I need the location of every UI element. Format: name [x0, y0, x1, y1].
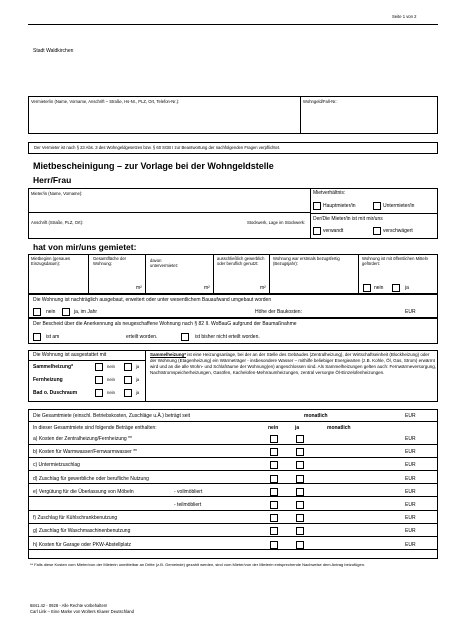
commercial-unit: m² [260, 285, 266, 291]
approval-not-granted-checkbox[interactable] [181, 333, 189, 341]
rent-item-label: d) Zuschlag für gewerbliche oder berufliche Nutzung [33, 475, 149, 482]
rent-item-divider [28, 444, 438, 445]
rent-item-no-checkbox[interactable] [270, 488, 278, 496]
rented-title: hat von mir/uns gemietet: [33, 242, 137, 252]
related-label: Der/Die Mieter/in ist mit mir/uns [313, 216, 383, 222]
public-funding-label: Wohnung ist mit öffentlichen Mitteln gefördert: [362, 256, 428, 267]
rent-item-divider [28, 549, 438, 550]
extension-year-label: ja, im Jahr [74, 309, 98, 315]
rent-item-no-checkbox[interactable] [270, 435, 278, 443]
rent-item-yes-checkbox[interactable] [296, 501, 304, 509]
salutation: Herr/Frau [33, 175, 72, 185]
rent-item-no-checkbox[interactable] [270, 541, 278, 549]
included-label: In dieser Gesamtmiete sind folgende Beträge enthalten: [33, 425, 157, 431]
first-ready-label: Wohnung war erstmals bezugsfertig (Bezugsjahr): [273, 256, 340, 267]
rent-item-currency: EUR [405, 475, 416, 482]
rent-item-yes-checkbox[interactable] [296, 475, 304, 483]
rent-item-currency: EUR [405, 488, 416, 495]
rent-item-yes-checkbox[interactable] [296, 527, 304, 535]
sublet-of-label: davon [150, 258, 162, 263]
rent-item-divider [28, 523, 438, 524]
sublet-label: untervermietet: [150, 263, 178, 268]
extension-no-label: nein [46, 309, 56, 315]
district-heating-no-label: nein [107, 377, 115, 382]
main-tenant-checkbox[interactable] [313, 202, 321, 210]
rent-start-label: Mietbeginn (genaues Einzugsdatum): [31, 256, 71, 267]
district-heating-no-checkbox[interactable] [95, 376, 103, 384]
rent-item-no-checkbox[interactable] [270, 448, 278, 456]
city-name: Stadt Waldkirchen [33, 48, 74, 54]
central-heating-label: Sammelheizung* [33, 364, 74, 370]
construction-cost-currency: EUR [405, 309, 416, 315]
total-rent-monthly: monatlich [304, 413, 328, 419]
approval-date-label: ist am [46, 334, 60, 340]
funded-no-label: nein [374, 285, 384, 291]
rent-item-no-checkbox[interactable] [270, 461, 278, 469]
rent-item-currency: EUR [405, 449, 416, 456]
subtenant-checkbox[interactable] [373, 202, 381, 210]
footer-line-2: Carl Link – Eine Marke von Wolters Kluwer Deutschland [30, 609, 134, 614]
bath-shower-yes-label: ja [136, 390, 140, 395]
landlord-address-label: Vermieter/in (Name, Vorname, Anschrift – Straße, Hs-Nr., PLZ, Ort, Telefon-Nr.): [31, 99, 180, 104]
funded-yes-label: ja [405, 285, 409, 291]
sublet-unit: m² [204, 285, 210, 291]
rent-item-label: e) Vergütung für die Überlassung von Möbeln [33, 488, 134, 495]
wohngeld-number-label: Wohngeld/Fall-Nr.: [303, 99, 338, 104]
rent-item-yes-checkbox[interactable] [296, 488, 304, 496]
district-heating-label: Fernheizung [33, 377, 63, 383]
extension-yes-checkbox[interactable] [62, 308, 70, 316]
rent-item-yes-checkbox[interactable] [296, 435, 304, 443]
rent-item-divider [28, 483, 438, 484]
subtenant-label: Untermieter/in [383, 203, 415, 209]
bath-shower-label: Bad o. Duschraum [33, 390, 78, 396]
central-heating-no-label: nein [107, 364, 115, 369]
central-heating-yes-label: ja [136, 364, 140, 369]
approval-not-granted-label: ist bisher nicht erteilt worden. [195, 334, 260, 340]
rent-item-label: a) Kosten der Zentralheizung/Fernheizung ** [33, 436, 132, 442]
district-heating-yes-label: ja [136, 377, 140, 382]
rent-item-yes-checkbox[interactable] [296, 541, 304, 549]
rent-item-divider [28, 457, 438, 458]
rent-item-label: c) Untermietzuschlag [33, 462, 80, 469]
central-heating-definition [150, 352, 436, 376]
definition-term: Sammelheizung* [150, 352, 187, 357]
rent-item-currency: EUR [405, 515, 416, 522]
rent-item-no-checkbox[interactable] [270, 501, 278, 509]
rent-item-label: f) Zuschlag für Kühlschrankbenutzung [33, 515, 118, 522]
rent-item-currency: EUR [405, 462, 416, 469]
related-checkbox[interactable] [313, 227, 321, 235]
rent-item-currency: EUR [405, 541, 416, 548]
main-tenant-label: Hauptmieter/in [323, 203, 356, 209]
tenant-address-label: Anschrift (Straße, PLZ, Ort): [31, 220, 84, 225]
in-law-checkbox[interactable] [373, 227, 381, 235]
rent-item-currency: EUR [405, 528, 416, 535]
rent-item-yes-checkbox[interactable] [296, 514, 304, 522]
funded-no-checkbox[interactable] [363, 284, 371, 292]
construction-cost-label: Höhe der Baukosten: [255, 309, 302, 315]
footer-line-1: 6841.42 - 0928 - Alle Rechte vorbehalten! [30, 603, 108, 608]
area-unit: m² [136, 285, 142, 291]
tenant-name-label: Mieter/in (Name, Vorname): [31, 191, 83, 196]
included-no-label: nein [268, 425, 279, 431]
extension-text: Die Wohnung ist nachträglich ausgebaut, erweitert oder unter wesentlichem Bauaufwand umgebaut worden [33, 297, 272, 303]
central-heating-no-checkbox[interactable] [95, 363, 103, 371]
rent-item-divider [28, 536, 438, 537]
rent-item-label: b) Kosten für Warmwasser/Fernwarmwasser ** [33, 449, 138, 456]
rent-item-no-checkbox[interactable] [270, 475, 278, 483]
tenancy-label: Mietverhältnis: [313, 190, 346, 196]
approval-granted-label: erteilt worden. [126, 334, 158, 340]
bath-shower-no-label: nein [107, 390, 115, 395]
footnote: ** Falls diese Kosten vom Mieter/von der Mieterin unmittelbar an Dritte (z.B. Gemeinde) gezahlt werden, sind vom Mieter/von der Mieterin entsprechende Nachweise dem Antrag beizufügen. [30, 562, 366, 567]
related-option-label: verwandt [323, 228, 344, 234]
approval-text: Der Bescheid über die Anerkennung als neugeschaffene Wohnung nach § 82 II. WoBauG aufgrund der Baumaßnahme [33, 321, 297, 327]
included-yes-label: ja [295, 425, 300, 431]
definition-text: ist eine Heizungsanlage, bei der an der Stelle des Gebäudes (Zentralheizung), der Wirtschaftseinheit (Blockheizung) oder der Wohnung (Etagenheizung) ein Wärmeträger - insbesondere Wasser – mithilfe beliebiger Energiearten (z.B. Kohle, Öl, Gas, Strom) erwärmt wird und an die alle Wohn- und Schlafräume der Wohnung(en) angeschlossen sind. Als Sammelheizungen gelten auch: Fernwärmeversorgung, Nachtstromspeicherheizungen, Gasöfen, Kachelofen-Mehrraumheizungen, zentral versorgte Öl-Einzelofenheizungen. [150, 352, 436, 375]
obligation-text: Der Vermieter ist nach § 23 Abs. 3 des Wohngeldgesetzes bzw. § 60 SGB I zur Beantwortung der nachfolgenden Fragen verpflichtet. [34, 145, 281, 150]
rent-item-yes-checkbox[interactable] [296, 448, 304, 456]
total-rent-currency: EUR [405, 413, 416, 419]
in-law-option-label: verschwägert [383, 228, 413, 234]
total-rent-label: Die Gesamtmiete (einschl. Betriebskosten, Zuschläge u.Ä.) beträgt seit [33, 413, 191, 419]
bath-shower-yes-checkbox[interactable] [124, 389, 132, 397]
included-monthly-label: monatlich [327, 425, 351, 431]
rent-item-label: h) Kosten für Garage oder PKW-Abstellplatz [33, 541, 132, 548]
total-area-label: Gesamtfläche der Wohnung: [93, 256, 127, 267]
page-number: Seite 1 von 2 [392, 14, 417, 19]
equipment-title: Die Wohnung ist ausgestattet mit [33, 352, 107, 358]
rent-item-currency: EUR [405, 502, 416, 508]
rent-item-no-checkbox[interactable] [270, 527, 278, 535]
extension-no-checkbox[interactable] [33, 308, 41, 316]
rent-item-no-checkbox[interactable] [270, 514, 278, 522]
rent-item-sub-label: - vollmöbliert [174, 488, 203, 495]
bath-shower-no-checkbox[interactable] [95, 389, 103, 397]
rent-item-divider [28, 510, 438, 511]
commercial-use-label: ausschließlich gewerblich oder beruflich genutzt: [217, 256, 265, 267]
funded-yes-checkbox[interactable] [392, 284, 400, 292]
rent-item-currency: EUR [405, 436, 416, 442]
rent-item-yes-checkbox[interactable] [296, 461, 304, 469]
rent-item-sub-label: - teilmöbliert [174, 502, 202, 508]
district-heating-yes-checkbox[interactable] [124, 376, 132, 384]
rent-item-label: g) Zuschlag für Waschmaschinenbenutzung [33, 528, 131, 535]
approval-granted-checkbox[interactable] [33, 333, 41, 341]
rent-item-divider [28, 470, 438, 471]
rent-item-divider [28, 496, 438, 497]
floor-label: Stockwerk, Lage im Stockwerk: [247, 220, 306, 225]
form-title: Mietbescheinigung – zur Vorlage bei der Wohngeldstelle [33, 161, 274, 171]
central-heating-yes-checkbox[interactable] [124, 363, 132, 371]
